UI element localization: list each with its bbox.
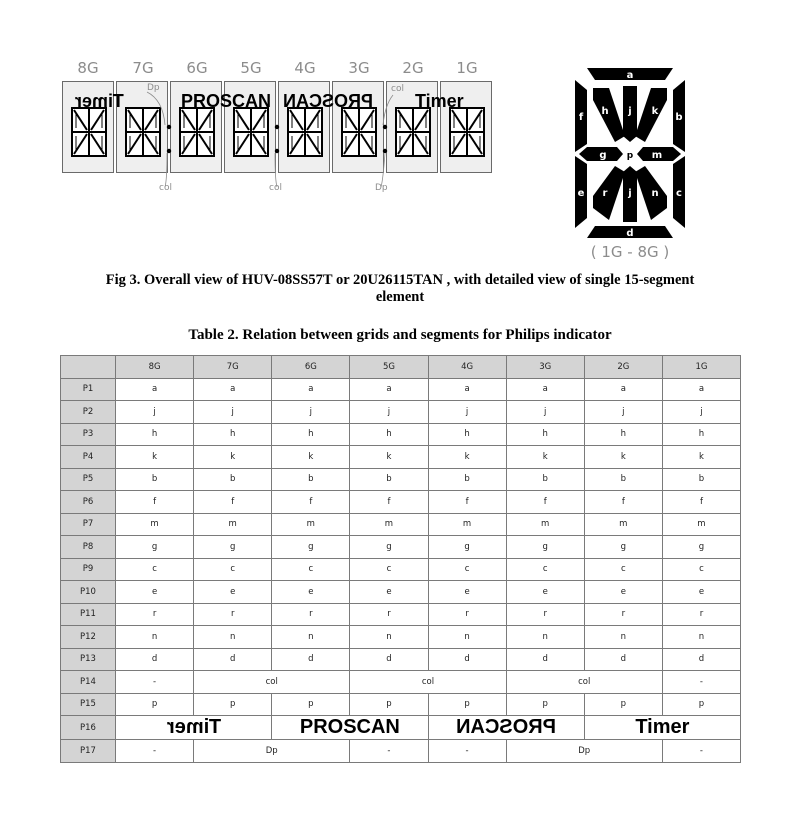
table-cell: - [350, 740, 428, 763]
row-label: P10 [61, 581, 116, 604]
table-row [61, 423, 741, 446]
table-cell: - [662, 740, 740, 763]
row-label: P4 [61, 446, 116, 469]
header-cell: 3G [506, 356, 584, 379]
table-cell: r [662, 603, 740, 626]
table-cell: j [662, 401, 740, 424]
table-cell: m [662, 513, 740, 536]
table-cell: d [272, 648, 350, 671]
row-label: P1 [61, 378, 116, 401]
table-cell: b [584, 468, 662, 491]
table-cell: r [428, 603, 506, 626]
table-cell: m [506, 513, 584, 536]
header-cell: 2G [584, 356, 662, 379]
dp-label-top: Dp [147, 83, 160, 93]
table-cell: col [506, 671, 662, 694]
table-row [61, 491, 741, 514]
table-cell: p [350, 693, 428, 716]
table-cell: g [350, 536, 428, 559]
table-cell: p [116, 693, 194, 716]
seg-label-k: k [651, 106, 659, 117]
table-row-p14 [61, 671, 741, 694]
table-cell: c [194, 558, 272, 581]
header-cell: 1G [662, 356, 740, 379]
table-cell: k [662, 446, 740, 469]
timer-label-right: Timer [415, 91, 464, 111]
table-cell: d [506, 648, 584, 671]
grid-range-label: ( 1G - 8G ) [590, 243, 670, 261]
seg-label-f: f [578, 112, 584, 123]
table-cell: col [350, 671, 506, 694]
col-label-top: col [391, 84, 404, 94]
table-cell: r [584, 603, 662, 626]
table-cell: m [116, 513, 194, 536]
table-cell: f [428, 491, 506, 514]
grid-segment-table [60, 355, 741, 763]
table-row [61, 401, 741, 424]
table-cell: b [116, 468, 194, 491]
table-cell: k [428, 446, 506, 469]
table-cell: c [116, 558, 194, 581]
header-cell [61, 356, 116, 379]
table-cell: k [272, 446, 350, 469]
table-cell: a [350, 378, 428, 401]
table-cell: n [662, 626, 740, 649]
seg-label-a: a [626, 70, 634, 81]
row-label: P6 [61, 491, 116, 514]
table-cell: g [506, 536, 584, 559]
table-row [61, 378, 741, 401]
row-label: P13 [61, 648, 116, 671]
table-cell: k [116, 446, 194, 469]
table-cell: c [662, 558, 740, 581]
table-cell: j [428, 401, 506, 424]
table-cell: f [272, 491, 350, 514]
row-label: P17 [61, 740, 116, 763]
table-cell: - [428, 740, 506, 763]
table-cell: f [116, 491, 194, 514]
table-row-p16 [61, 716, 741, 740]
table-cell: m [350, 513, 428, 536]
table-cell: n [350, 626, 428, 649]
table-cell: h [428, 423, 506, 446]
table-cell: p [662, 693, 740, 716]
table-cell: a [662, 378, 740, 401]
table-header-row [61, 356, 741, 379]
row-label: P7 [61, 513, 116, 536]
header-cell: 4G [428, 356, 506, 379]
table-cell: d [584, 648, 662, 671]
table-cell: col [194, 671, 350, 694]
table-cell: h [350, 423, 428, 446]
row-label: P12 [61, 626, 116, 649]
row-label: P15 [61, 693, 116, 716]
table-cell: a [428, 378, 506, 401]
table-cell: g [194, 536, 272, 559]
table-cell: e [662, 581, 740, 604]
table-cell: g [272, 536, 350, 559]
table-cell: c [272, 558, 350, 581]
seg-label-m: m [651, 150, 663, 161]
seg-label-r: r [602, 188, 608, 199]
table-cell: p [584, 693, 662, 716]
proscan-label-right: PROSCAN [283, 91, 374, 111]
table-cell: g [428, 536, 506, 559]
table-cell: b [194, 468, 272, 491]
table-cell: j [272, 401, 350, 424]
table-cell: f [194, 491, 272, 514]
seg-label-j: j [628, 106, 632, 117]
table-cell: c [506, 558, 584, 581]
table-cell: Dp [194, 740, 350, 763]
table-row-p15 [61, 693, 741, 716]
table-cell: n [116, 626, 194, 649]
grid-label: 8G [77, 59, 99, 77]
table-cell: h [194, 423, 272, 446]
col-label-bottom: col [269, 183, 282, 193]
table-cell: p [194, 693, 272, 716]
table-row [61, 536, 741, 559]
table-cell: f [584, 491, 662, 514]
table-cell: j [584, 401, 662, 424]
table-cell: k [506, 446, 584, 469]
table-cell: e [116, 581, 194, 604]
table-cell: a [272, 378, 350, 401]
figure-caption [40, 272, 760, 306]
proscan-label-left: PROSCAN [181, 91, 272, 111]
table-cell: f [506, 491, 584, 514]
table-cell: e [194, 581, 272, 604]
seg-label-g: g [599, 150, 607, 161]
table-title: Table 2. Relation between grids and segments for Philips indicator [188, 327, 612, 343]
table-cell: n [584, 626, 662, 649]
table-cell: h [272, 423, 350, 446]
table-cell: Dp [506, 740, 662, 763]
table-cell: k [350, 446, 428, 469]
row-label: P9 [61, 558, 116, 581]
table-cell: j [194, 401, 272, 424]
table-cell: f [662, 491, 740, 514]
table-cell: h [506, 423, 584, 446]
table-cell: j [506, 401, 584, 424]
grid-label: 6G [186, 59, 208, 77]
timer-label-left: Timer [75, 91, 124, 111]
grid-label: 5G [240, 59, 262, 77]
table-row [61, 581, 741, 604]
segment-diagram [565, 62, 695, 244]
table-cell: b [506, 468, 584, 491]
table-cell: a [116, 378, 194, 401]
table-cell: h [662, 423, 740, 446]
table-cell: r [194, 603, 272, 626]
table-cell: a [506, 378, 584, 401]
seg-label-p: p [626, 151, 634, 161]
table-cell: f [350, 491, 428, 514]
table-cell: c [428, 558, 506, 581]
table-cell: n [428, 626, 506, 649]
table-cell: b [350, 468, 428, 491]
table-cell: n [272, 626, 350, 649]
table-cell: e [428, 581, 506, 604]
table-cell: p [506, 693, 584, 716]
table-cell: - [662, 671, 740, 694]
table-row [61, 626, 741, 649]
table-cell: b [428, 468, 506, 491]
header-cell: 6G [272, 356, 350, 379]
table-cell: p [272, 693, 350, 716]
table-cell: d [662, 648, 740, 671]
timer-mirrored-cell: Timer [116, 716, 272, 740]
col-label-bottom: col [159, 183, 172, 193]
grid-label: 1G [456, 59, 478, 77]
seg-label-h: h [601, 106, 609, 117]
table-cell: j [116, 401, 194, 424]
seg-label-e: e [577, 188, 585, 199]
table-cell: d [116, 648, 194, 671]
row-label: P14 [61, 671, 116, 694]
table-row-p17 [61, 740, 741, 763]
grid-label: 3G [348, 59, 370, 77]
table-cell: h [116, 423, 194, 446]
table-cell: b [272, 468, 350, 491]
table-row [61, 468, 741, 491]
table-cell: r [506, 603, 584, 626]
table-cell: b [662, 468, 740, 491]
table-cell: a [194, 378, 272, 401]
row-label: P8 [61, 536, 116, 559]
grid-label: 7G [132, 59, 154, 77]
table-row [61, 603, 741, 626]
dp-label-bottom: Dp [375, 183, 388, 193]
table-cell: m [584, 513, 662, 536]
table-cell: a [584, 378, 662, 401]
seg-label-n: n [651, 188, 659, 199]
table-cell: d [194, 648, 272, 671]
table-cell: c [350, 558, 428, 581]
table-cell: g [116, 536, 194, 559]
table-cell: m [272, 513, 350, 536]
proscan-mirrored-cell: PROSCAN [428, 716, 584, 740]
seg-label-j: j [628, 188, 632, 199]
table-cell: h [584, 423, 662, 446]
table-cell: m [194, 513, 272, 536]
proscan-cell: PROSCAN [272, 716, 428, 740]
header-cell: 8G [116, 356, 194, 379]
row-label: P16 [61, 716, 116, 740]
table-cell: g [662, 536, 740, 559]
header-cell: 7G [194, 356, 272, 379]
table-row [61, 648, 741, 671]
table-cell: m [428, 513, 506, 536]
table-cell: e [350, 581, 428, 604]
row-label: P2 [61, 401, 116, 424]
timer-cell: Timer [584, 716, 740, 740]
table-cell: k [194, 446, 272, 469]
grid-label: 4G [294, 59, 316, 77]
table-cell: k [584, 446, 662, 469]
row-label: P3 [61, 423, 116, 446]
seg-label-c: c [676, 188, 682, 199]
table-cell: - [116, 740, 194, 763]
table-cell: p [428, 693, 506, 716]
table-cell: r [272, 603, 350, 626]
seg-label-b: b [675, 112, 683, 123]
table-cell: e [272, 581, 350, 604]
table-cell: d [350, 648, 428, 671]
header-cell: 5G [350, 356, 428, 379]
table-row [61, 558, 741, 581]
table-cell: c [584, 558, 662, 581]
table-cell: d [428, 648, 506, 671]
table-row [61, 446, 741, 469]
table-cell: r [116, 603, 194, 626]
table-cell: - [116, 671, 194, 694]
table-cell: n [194, 626, 272, 649]
table-cell: j [350, 401, 428, 424]
table-cell: n [506, 626, 584, 649]
table-cell: r [350, 603, 428, 626]
table-body [61, 378, 741, 671]
table-row [61, 513, 741, 536]
row-label: P5 [61, 468, 116, 491]
grid-label: 2G [402, 59, 424, 77]
table-cell: e [584, 581, 662, 604]
row-label: P11 [61, 603, 116, 626]
figure-caption-line2: element [375, 289, 425, 305]
table-cell: e [506, 581, 584, 604]
display-strip [55, 55, 505, 205]
seg-label-d: d [626, 228, 634, 239]
table-cell: g [584, 536, 662, 559]
figure-caption-line1: Fig 3. Overall view of HUV-08SS57T or 20U26115TAN , with detailed view of single 15-segment [105, 272, 695, 288]
